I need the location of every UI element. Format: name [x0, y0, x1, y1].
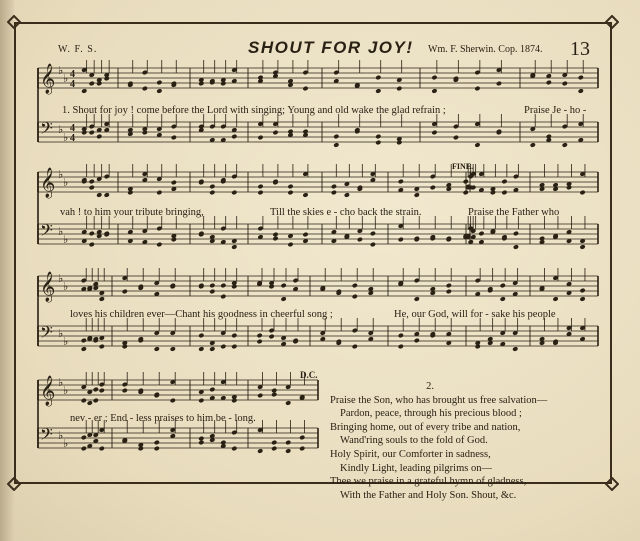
lyric-line-1: 1. Shout for joy ! come before the Lord with singing; Young and old wake the glad refrain ; — [62, 105, 446, 116]
note-head — [99, 388, 105, 394]
note-head — [287, 190, 293, 196]
note-head — [231, 244, 237, 250]
composer-credit: Wm. F. Sherwin. Cop. 1874. — [428, 44, 543, 55]
lyricist-credit: W. F. S. — [58, 44, 98, 55]
note-head — [287, 242, 293, 248]
verse-2 — [330, 380, 547, 502]
lyric-line-2b: Till the skies e - cho back the strain. — [270, 207, 422, 218]
note-head — [156, 88, 162, 94]
flat-icon: ♭ — [58, 272, 64, 285]
flat-icon: ♭ — [63, 131, 69, 144]
note-head — [198, 436, 204, 442]
note-head — [375, 134, 381, 140]
note-head — [209, 190, 215, 196]
note-head — [513, 244, 519, 250]
note-head — [431, 88, 437, 94]
flat-icon: ♭ — [63, 384, 69, 397]
note-head — [154, 446, 160, 452]
note-head — [280, 283, 286, 289]
note-head — [89, 185, 95, 191]
note-head — [93, 398, 99, 404]
note-head — [501, 190, 507, 196]
note-head — [370, 231, 376, 237]
lyric-line-2a: vah ! to him your tribute bringing, — [60, 207, 204, 218]
flat-icon: ♭ — [58, 376, 64, 389]
note-head — [209, 346, 215, 352]
note-head — [302, 232, 308, 238]
note-head — [81, 435, 87, 441]
note-head — [539, 236, 545, 242]
hymn-title: SHOUT FOR JOY! — [248, 38, 414, 57]
note-head — [414, 338, 420, 344]
note-head — [154, 440, 160, 446]
note-head — [500, 283, 506, 289]
note-head — [453, 135, 459, 141]
note-head — [231, 344, 237, 350]
lyric-line-4: nev - er ; End - less praises to him be - long. — [70, 413, 256, 424]
verse-line: Bringing home, out of every tribe and nation, — [330, 421, 521, 433]
note-head — [398, 344, 404, 350]
note-head — [352, 294, 358, 300]
note-head — [198, 440, 204, 446]
verse-line: Kindly Light, leading pilgrims on— — [340, 462, 492, 474]
note-head — [302, 192, 308, 198]
lyric-line-3b: He, our God, will for - sake his people — [394, 309, 556, 320]
note-head — [99, 446, 105, 452]
note-head — [396, 86, 402, 92]
note-head — [220, 294, 226, 300]
note-head — [579, 288, 585, 294]
note-head — [122, 388, 128, 394]
verse-line: Praise the Son, who has brought us free salvation— — [330, 394, 548, 406]
note-head — [81, 338, 87, 344]
note-head — [256, 333, 262, 339]
dc-marking: D.C. — [300, 370, 318, 380]
flat-icon: ♭ — [63, 176, 69, 189]
flat-icon: ♭ — [63, 335, 69, 348]
note-head — [87, 400, 93, 406]
note-head — [271, 446, 277, 452]
note-head — [331, 184, 337, 190]
note-head — [99, 296, 105, 302]
note-head — [414, 192, 420, 198]
note-head — [257, 190, 263, 196]
note-head — [142, 86, 148, 92]
note-head — [287, 129, 293, 135]
note-head — [546, 134, 552, 140]
note-head — [89, 130, 95, 136]
note-head — [231, 333, 237, 339]
note-head — [562, 142, 568, 148]
flat-icon: ♭ — [63, 280, 69, 293]
note-head — [331, 190, 337, 196]
note-head — [398, 179, 404, 185]
note-head — [370, 242, 376, 248]
verse-line: With the Father and Holy Son. Shout, &c. — [340, 489, 517, 501]
note-head — [220, 344, 226, 350]
note-head — [357, 237, 363, 243]
fine-marking: FINE. — [452, 162, 474, 171]
note-head — [512, 346, 518, 352]
lyric-line-1-end: Praise Je - ho - — [524, 105, 587, 116]
note-head — [271, 388, 277, 394]
note-head — [375, 140, 381, 146]
note-head — [579, 190, 585, 196]
note-head — [352, 283, 358, 289]
time-signature: 4 — [70, 79, 75, 90]
note-head — [285, 448, 291, 454]
note-head — [501, 179, 507, 185]
note-head — [231, 190, 237, 196]
page-number: 13 — [570, 38, 590, 60]
flat-icon: ♭ — [58, 168, 64, 181]
bass-clef-icon: 𝄢 — [40, 322, 53, 346]
flat-icon: ♭ — [63, 233, 69, 246]
note-head — [578, 88, 584, 94]
note-head — [89, 242, 95, 248]
note-head — [496, 81, 502, 87]
flat-icon: ♭ — [63, 437, 69, 450]
treble-clef-icon: 𝄞 — [40, 272, 56, 302]
note-head — [89, 81, 95, 87]
note-head — [299, 446, 305, 452]
note-head — [170, 398, 176, 404]
note-head — [89, 179, 95, 185]
note-head — [446, 289, 452, 295]
bass-clef-icon: 𝄢 — [40, 424, 53, 448]
note-head — [96, 192, 102, 198]
note-head — [256, 339, 262, 345]
bass-clef-icon: 𝄢 — [40, 118, 53, 142]
note-head — [285, 400, 291, 406]
note-head — [398, 237, 404, 243]
time-signature: 4 — [70, 123, 75, 134]
note-head — [431, 130, 437, 136]
note-head — [500, 296, 506, 302]
treble-clef-icon: 𝄞 — [40, 64, 56, 94]
lyric-line-3a: loves his children ever—Chant his goodness in cheerful song ; — [70, 309, 333, 320]
note-head — [198, 346, 204, 352]
time-signature: 4 — [70, 69, 75, 80]
note-head — [268, 334, 274, 340]
note-head — [257, 393, 263, 399]
note-head — [272, 232, 278, 238]
verse-line: Holy Spirit, our Comforter in sadness, — [330, 448, 491, 460]
flat-icon: ♭ — [63, 72, 69, 85]
note-head — [302, 129, 308, 135]
note-head — [170, 346, 176, 352]
note-head — [156, 80, 162, 86]
note-head — [474, 142, 480, 148]
note-head — [231, 134, 237, 140]
note-head — [99, 344, 105, 350]
note-head — [209, 184, 215, 190]
note-head — [271, 440, 277, 446]
note-head — [257, 448, 263, 454]
note-head — [333, 142, 339, 148]
note-head — [546, 80, 552, 86]
note-head — [375, 75, 381, 81]
note-head — [463, 190, 469, 196]
note-head — [231, 446, 237, 452]
note-head — [398, 333, 404, 339]
note-head — [474, 86, 480, 92]
lyric-line-2c: Praise the Father who — [468, 207, 560, 218]
note-head — [272, 236, 278, 242]
flat-icon: ♭ — [58, 429, 64, 442]
verse-line: Pardon, peace, through his precious blood ; — [340, 408, 522, 420]
note-head — [578, 75, 584, 81]
time-signature: 4 — [70, 133, 75, 144]
note-head — [198, 398, 204, 404]
note-head — [93, 387, 99, 393]
note-head — [280, 296, 286, 302]
note-head — [579, 296, 585, 302]
note-head — [513, 231, 519, 237]
note-head — [171, 180, 177, 186]
note-head — [333, 134, 339, 140]
treble-clef-icon: 𝄞 — [40, 168, 56, 198]
verse-line: Wand'ring souls to the fold of God. — [340, 435, 488, 447]
note-head — [463, 179, 469, 185]
note-head — [414, 296, 420, 302]
flat-icon: ♭ — [58, 225, 64, 238]
note-head — [257, 184, 263, 190]
note-head — [431, 75, 437, 81]
note-head — [96, 134, 102, 140]
note-head — [287, 184, 293, 190]
note-head — [299, 435, 305, 441]
note-head — [530, 142, 536, 148]
note-head — [478, 231, 484, 237]
note-head — [430, 185, 436, 191]
verse-number: 2. — [426, 381, 434, 392]
note-head — [562, 81, 568, 87]
treble-clef-icon: 𝄞 — [40, 376, 56, 406]
note-head — [271, 392, 277, 398]
note-head — [302, 86, 308, 92]
note-head — [344, 192, 350, 198]
note-head — [104, 192, 110, 198]
note-head — [81, 446, 87, 452]
note-head — [257, 135, 263, 141]
note-head — [209, 283, 215, 289]
note-head — [352, 344, 358, 350]
verse-line: Thee we praise in a grateful hymn of gladness, — [330, 476, 527, 488]
note-head — [81, 346, 87, 352]
note-head — [220, 283, 226, 289]
note-head — [272, 130, 278, 136]
note-head — [209, 289, 215, 295]
flat-icon: ♭ — [58, 327, 64, 340]
note-head — [81, 398, 87, 404]
note-head — [446, 283, 452, 289]
note-head — [171, 135, 177, 141]
note-head — [81, 88, 87, 94]
note-head — [375, 88, 381, 94]
note-head — [89, 231, 95, 237]
note-head — [220, 440, 226, 446]
flat-icon: ♭ — [58, 123, 64, 136]
bass-clef-icon: 𝄢 — [40, 220, 53, 244]
note-head — [198, 333, 204, 339]
flat-icon: ♭ — [58, 64, 64, 77]
note-head — [552, 296, 558, 302]
note-head — [209, 387, 215, 393]
note-head — [257, 75, 263, 81]
note-head — [122, 289, 128, 295]
note-head — [285, 440, 291, 446]
note-head — [154, 346, 160, 352]
note-head — [579, 244, 585, 250]
note-head — [156, 242, 162, 248]
note-head — [156, 190, 162, 196]
